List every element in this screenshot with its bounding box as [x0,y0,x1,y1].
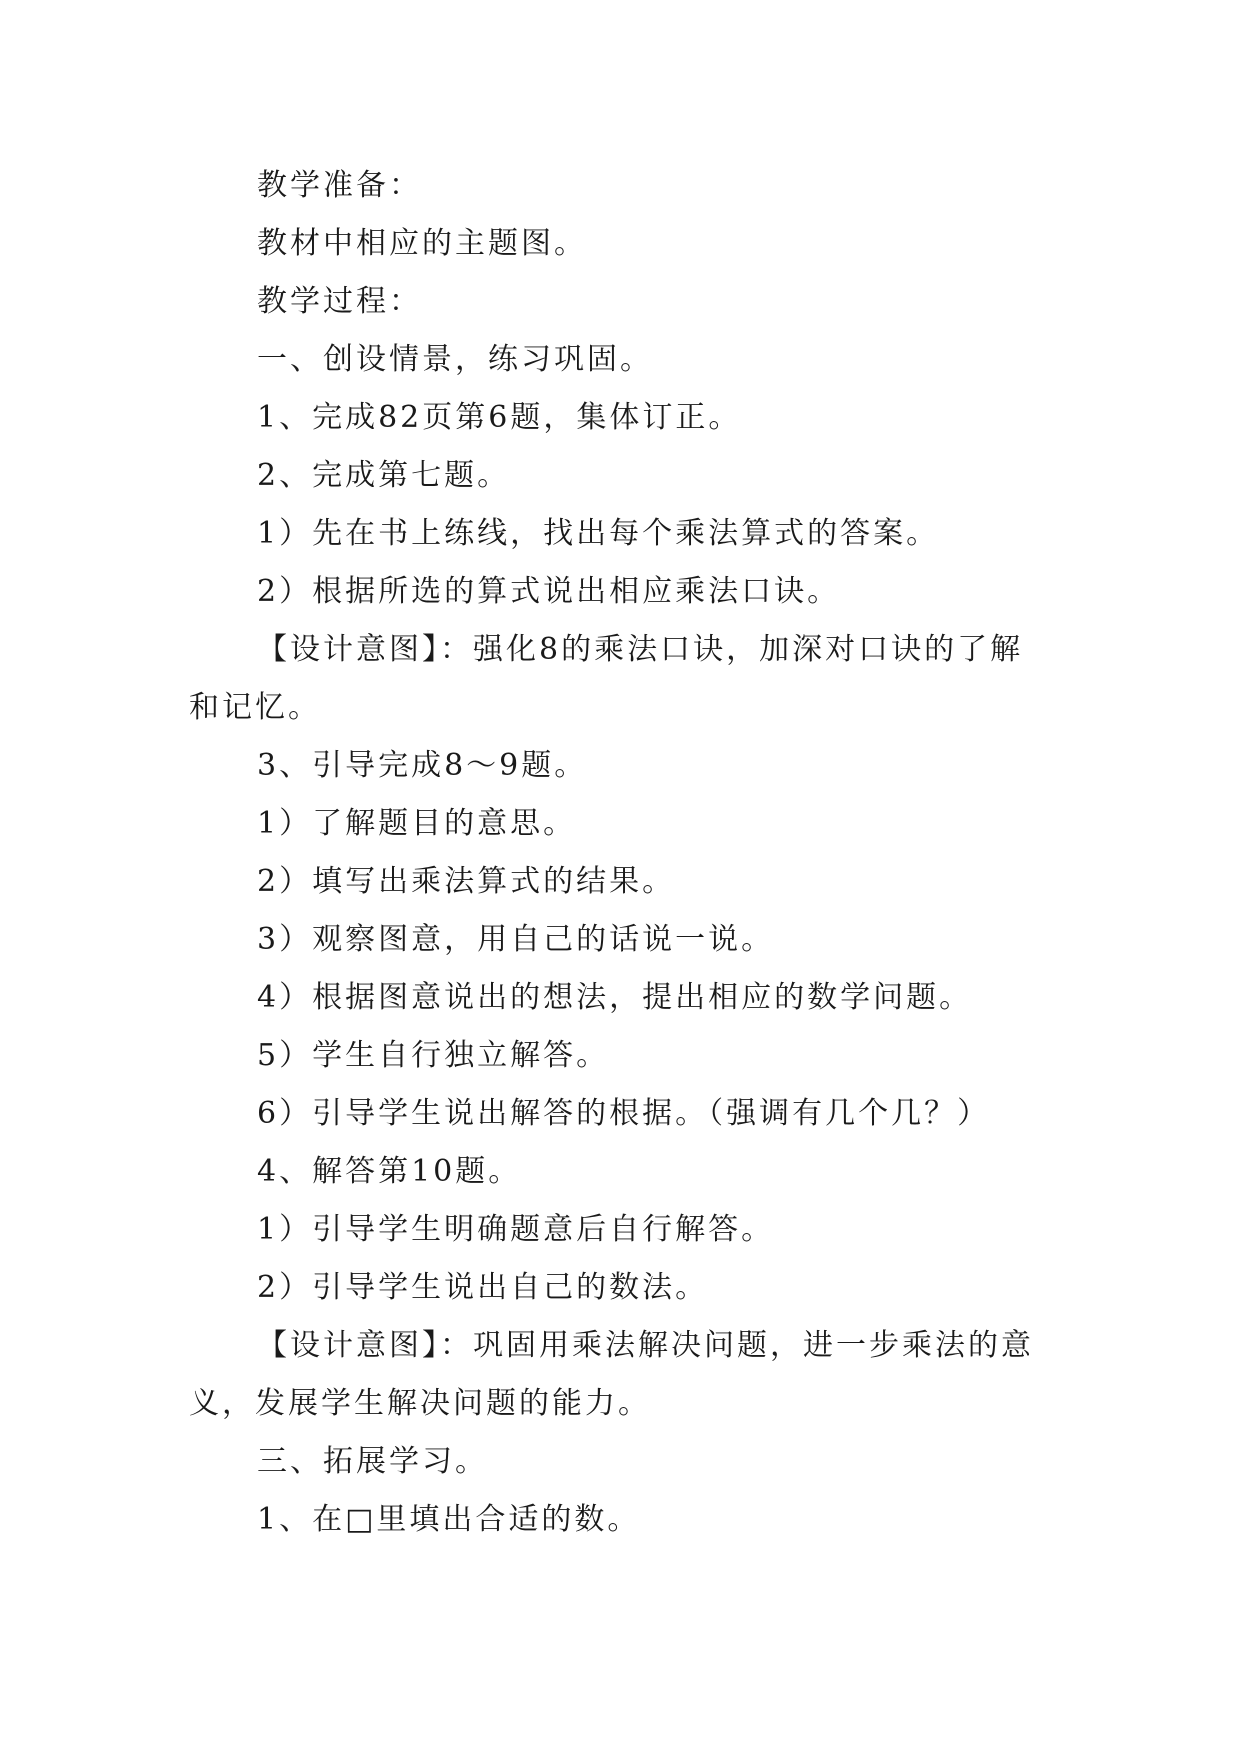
paragraph-line: 教材中相应的主题图。 [257,226,587,261]
section-heading: 一、创设情景，练习巩固。 [257,342,653,377]
design-intent-note-continued: 和记忆。 [189,690,321,725]
heading-teaching-preparation: 教学准备： [257,168,422,203]
sub-list-item: 2）填写出乘法算式的结果。 [257,864,676,899]
sub-list-item: 6）引导学生说出解答的根据。（强调有几个几？） [257,1096,991,1131]
sub-list-item: 2）引导学生说出自己的数法。 [257,1270,709,1305]
list-item: 1、完成82页第6题，集体订正。 [257,400,742,435]
sub-list-item: 4）根据图意说出的想法，提出相应的数学问题。 [257,980,973,1015]
sub-list-item: 1）了解题目的意思。 [257,806,577,841]
list-item: 3、引导完成8～9题。 [257,748,588,783]
section-heading: 三、拓展学习。 [257,1444,488,1479]
sub-list-item: 1）先在书上练线，找出每个乘法算式的答案。 [257,516,940,551]
list-item: 2、完成第七题。 [257,458,511,493]
design-intent-note: 【设计意图】：强化8的乘法口诀，加深对口诀的了解 [257,632,1024,667]
sub-list-item: 2）根据所选的算式说出相应乘法口诀。 [257,574,841,609]
sub-list-item: 3）观察图意，用自己的话说一说。 [257,922,775,957]
sub-list-item: 5）学生自行独立解答。 [257,1038,610,1073]
design-intent-note-continued: 义，发展学生解决问题的能力。 [189,1386,651,1421]
design-intent-note: 【设计意图】：巩固用乘法解决问题，进一步乘法的意 [257,1328,1034,1363]
list-item: 1、在□里填出合适的数。 [257,1502,641,1537]
sub-list-item: 1）引导学生明确题意后自行解答。 [257,1212,775,1247]
heading-teaching-process: 教学过程： [257,284,422,319]
list-item: 4、解答第10题。 [257,1154,522,1189]
